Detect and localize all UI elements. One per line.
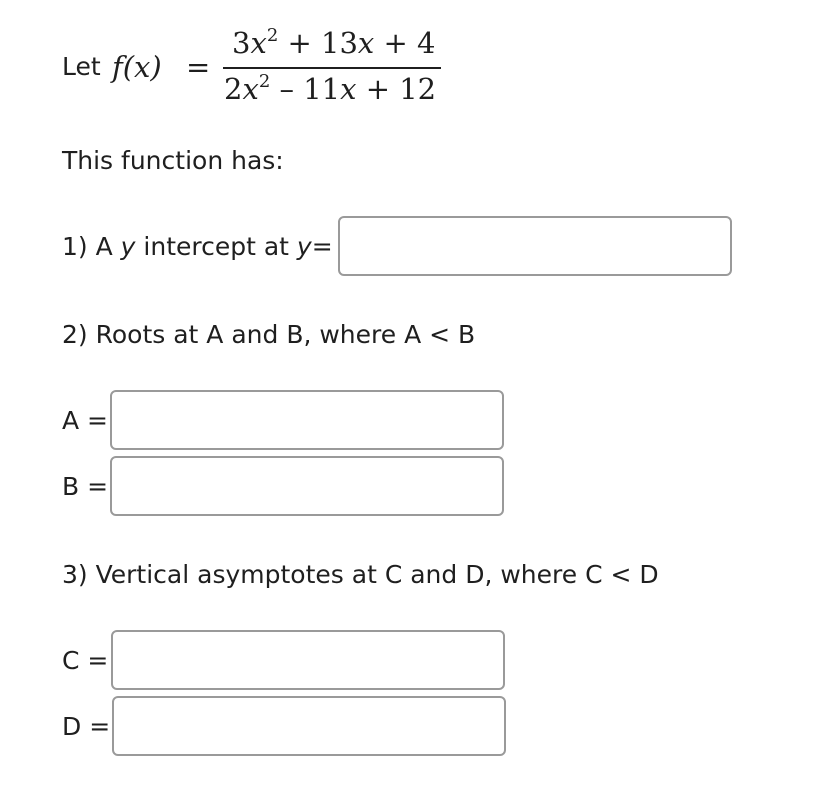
q3-label: 3) Vertical asymptotes at C and D, where C < D xyxy=(62,560,659,589)
q1-label: 1) A y intercept at y= xyxy=(62,232,333,261)
asymptote-d-input[interactable] xyxy=(112,696,506,756)
root-a-label: A = xyxy=(62,406,108,435)
root-b-label: B = xyxy=(62,472,109,501)
asymptote-c-label: C = xyxy=(62,646,109,675)
asymptote-c-input[interactable] xyxy=(111,630,505,690)
fraction-denominator: $2x^2 - 11x + 12$ xyxy=(224,71,437,106)
fraction-bar xyxy=(223,67,441,69)
let-label: Let xyxy=(62,52,101,81)
root-b-input[interactable] xyxy=(110,456,504,516)
q2-label: 2) Roots at A and B, where A < B xyxy=(62,320,476,349)
fraction-numerator: $3x^2 + 13x + 4$ xyxy=(232,25,436,60)
equals-sign: = xyxy=(186,50,211,84)
y-intercept-input[interactable] xyxy=(338,216,732,276)
function-lhs: f(x) xyxy=(112,50,162,84)
intro-text: This function has: xyxy=(62,146,284,175)
root-a-input[interactable] xyxy=(110,390,504,450)
asymptote-d-label: D = xyxy=(62,712,111,741)
